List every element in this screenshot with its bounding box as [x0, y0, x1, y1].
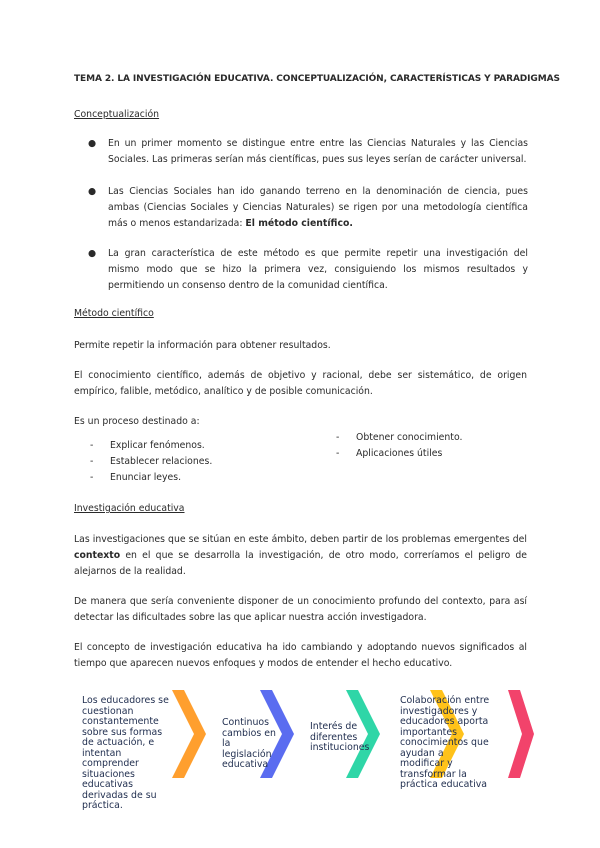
- bullet-dot-icon: ●: [88, 138, 97, 149]
- chevron-1: [172, 690, 206, 778]
- paragraph: El conocimiento científico, además de objetivo y racional, debe ser sistemático, de origen empírico, falible, metódico, analítico y de posible comunicación.: [74, 370, 527, 397]
- diagram-step-2-label: Continuos cambios en la legislación educativa: [222, 717, 276, 770]
- chevron-5: [508, 690, 534, 778]
- section-heading-investigacion: Investigación educativa: [74, 503, 185, 514]
- dash-list-left: [90, 438, 212, 486]
- paragraph: Es un proceso destinado a:: [74, 416, 200, 427]
- paragraph: De manera que sería conveniente disponer de un conocimiento profundo del contexto, para así detectar las dificultades sobre las que aplicar nuestra acción investigadora.: [74, 596, 527, 623]
- list-item: - Aplicaciones útiles: [336, 448, 443, 459]
- bullet-dot-icon: ●: [88, 186, 97, 197]
- list-item: - Enunciar leyes.: [90, 472, 182, 483]
- bullet-text: En un primer momento se distingue entre entre las Ciencias Naturales y las Ciencias Sociales. Las primeras serían más científicas, pues sus leyes serían de carácter universal.: [108, 138, 528, 165]
- section-heading-metodo: Método científico: [74, 308, 154, 319]
- bullet-dot-icon: ●: [88, 248, 97, 259]
- bullet-item: [88, 184, 528, 232]
- bullet-text: La gran característica de este método es que permite repetir una investigación del mismo modo que se hizo la primera vez, consiguiendo los mismos resultados y permitiendo un consenso dentro de la comunidad científica.: [108, 248, 528, 291]
- list-item: - Establecer relaciones.: [90, 456, 213, 467]
- list-item: - Explicar fenómenos.: [90, 440, 205, 451]
- diagram-step-4-label: Colaboración entre investigadores y educadores aporta importantes conocimientos que ayudan a modificar y transformar la práctica educativa: [400, 695, 490, 790]
- paragraph: Las investigaciones que se sitúan en este ámbito, deben partir de los problemas emergentes del contexto en el que se desarrolla la investigación, de otro modo, correríamos el peligro de alejarnos de la realidad.: [74, 534, 527, 577]
- list-item: - Obtener conocimiento.: [336, 432, 463, 443]
- paragraph: Permite repetir la información para obtener resultados.: [74, 340, 331, 351]
- dash-list-right: [336, 430, 462, 462]
- bullet-text: Las Ciencias Sociales han ido ganando terreno en la denominación de ciencia, pues ambas (Ciencias Sociales y Ciencias Naturales) se rigen por una metodología científica más o menos estandarizada:: [108, 186, 528, 229]
- bullet-bold-text: El método científico.: [245, 218, 353, 229]
- page-title: TEMA 2. LA INVESTIGACIÓN EDUCATIVA. CONCEPTUALIZACIÓN, CARACTERÍSTICAS Y PARADIGMAS: [74, 74, 560, 84]
- bullet-item: [88, 246, 528, 294]
- paragraph: El concepto de investigación educativa ha ido cambiando y adoptando nuevos significados al tiempo que aparecen nuevos enfoques y modos de entender el hecho educativo.: [74, 642, 527, 669]
- diagram-step-3-label: Interés de diferentes instituciones: [310, 721, 370, 753]
- diagram-step-1-label: Los educadores se cuestionan constantemente sobre sus formas de actuación, e intentan comprender situaciones educativas derivadas de su práctica.: [82, 695, 169, 811]
- section-heading-conceptualizacion: Conceptualización: [74, 109, 160, 120]
- bullet-item: [88, 136, 528, 168]
